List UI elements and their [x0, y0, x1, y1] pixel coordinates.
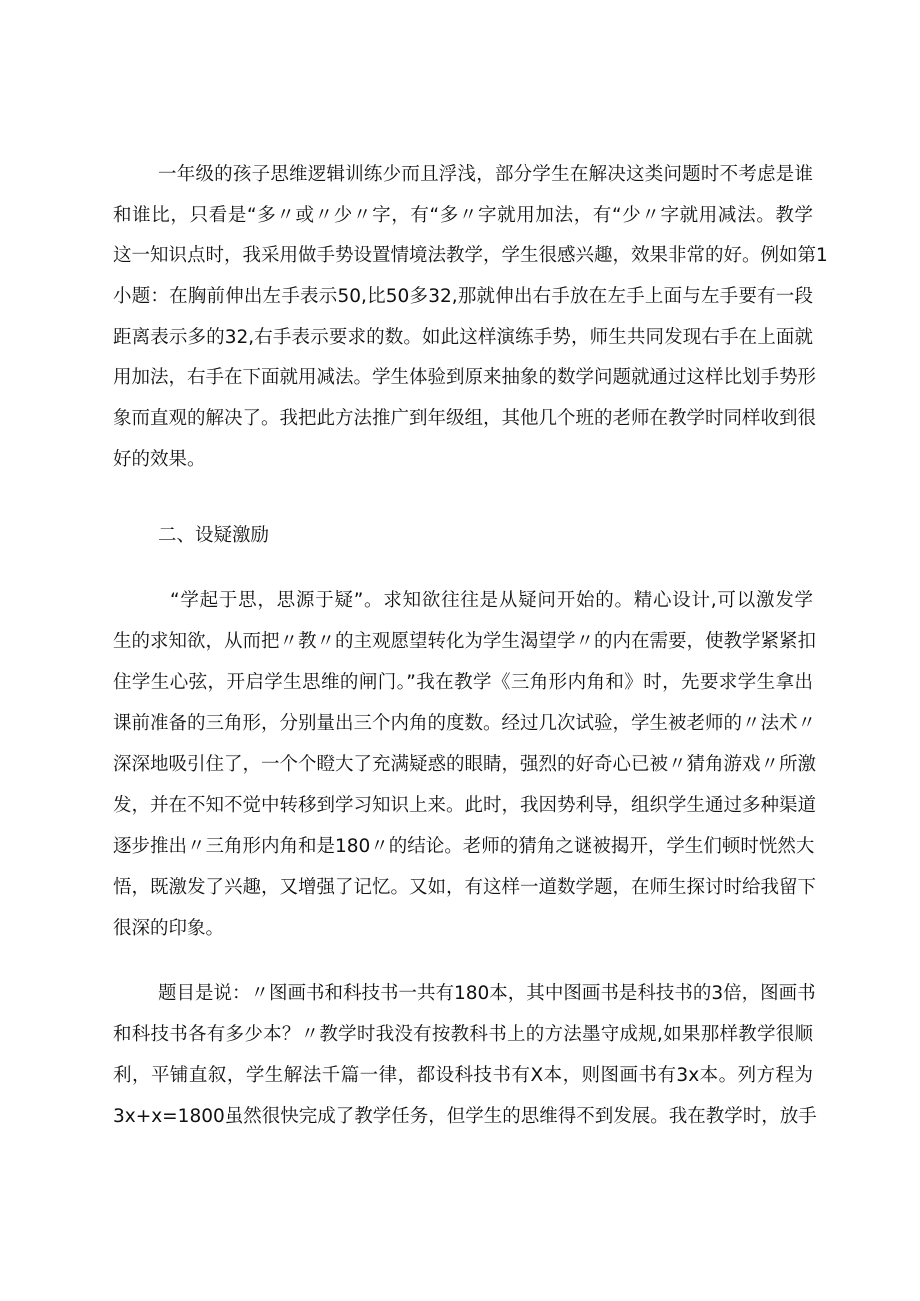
- paragraph-1-line-7: 象而直观的解决了。我把此方法推广到年级组，其他几个班的老师在教学时同样收到很: [113, 408, 817, 429]
- paragraph-1-line-4: 小题：在胸前伸出左手表示50,比50多32,那就伸出右手放在左手上面与左手要有一段: [113, 286, 813, 307]
- paragraph-2-line-4: 课前准备的三角形，分别量出三个内角的度数。经过几次试验，学生被老师的〃法术〃: [113, 713, 817, 734]
- paragraph-1-line-2: 和谁比，只看是“多〃或〃少〃字，有“多〃字就用加法，有“少〃字就用减法。教学: [113, 205, 813, 226]
- paragraph-1-line-1: 一年级的孩子思维逻辑训练少而且浮浅，部分学生在解决这类问题时不考虑是谁: [158, 164, 813, 185]
- paragraph-3-line-3: 利，平铺直叙，学生解法千篇一律，都设科技书有X本，则图画书有3x本。列方程为: [113, 1065, 813, 1086]
- paragraph-2-line-8: 悟，既激发了兴趣，又增强了记忆。又如，有这样一道数学题，在师生探讨时给我留下: [113, 877, 817, 898]
- paragraph-3-line-4: 3x+x=1800虽然很快完成了教学任务，但学生的思维得不到发展。我在教学时，放手: [113, 1106, 817, 1127]
- paragraph-2-line-5: 深深地吸引住了，一个个瞪大了充满疑惑的眼睛，强烈的好奇心已被〃猜角游戏〃所激: [113, 754, 817, 775]
- paragraph-3-line-2: 和科技书各有多少本？〃教学时我没有按教科书上的方法墨守成规,如果那样教学很顺: [113, 1024, 813, 1045]
- paragraph-2-line-7: 逐步推出〃三角形内角和是180〃的结论。老师的猜角之谜被揭开，学生们顿时恍然大: [113, 836, 815, 857]
- paragraph-3-line-1: 题目是说：〃图画书和科技书一共有180本，其中图画书是科技书的3倍，图画书: [158, 983, 816, 1004]
- paragraph-1-line-8: 好的效果。: [113, 449, 206, 470]
- paragraph-1-line-6: 用加法，右手在下面就用减法。学生体验到原来抽象的数学问题就通过这样比划手势形: [113, 367, 817, 388]
- paragraph-2-line-3: 住学生心弦，开启学生思维的闸门。”我在教学《三角形内角和》时，先要求学生拿出: [113, 672, 813, 693]
- section-heading: 二、设疑激励: [158, 525, 270, 546]
- paragraph-2-line-9: 很深的印象。: [113, 918, 225, 939]
- paragraph-2-line-2: 生的求知欲，从而把〃教〃的主观愿望转化为学生渴望学〃的内在需要，使教学紧紧扣: [113, 631, 817, 652]
- paragraph-2-line-6: 发，并在不知不觉中转移到学习知识上来。此时，我因势利导，组织学生通过多种渠道: [113, 795, 817, 816]
- paragraph-2-line-1: “学起于思，思源于疑”。求知欲往往是从疑问开始的。精心设计,可以激发学: [170, 590, 813, 611]
- paragraph-1-line-3: 这一知识点时，我采用做手势设置情境法教学，学生很感兴趣，效果非常的好。例如第1: [113, 245, 828, 266]
- paragraph-1-line-5: 距离表示多的32,右手表示要求的数。如此这样演练手势，师生共同发现右手在上面就: [113, 327, 813, 348]
